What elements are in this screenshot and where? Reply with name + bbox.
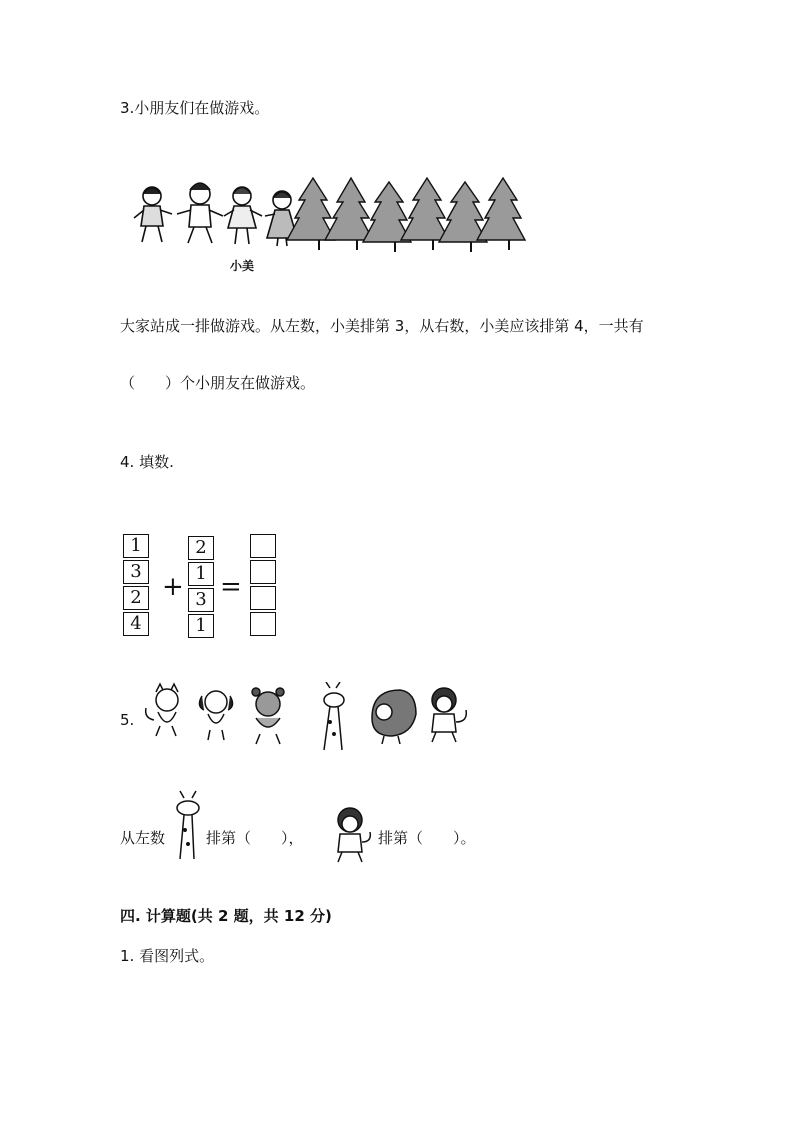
- deer-icon: [324, 682, 344, 750]
- animal-row: [140, 682, 480, 754]
- q4-cell: 2: [123, 586, 149, 610]
- q3-caption: 小美: [230, 259, 255, 273]
- q3-line1: 大家站成一排做游戏。从左数，小美排第 3，从右数，小美应该排第 4，一共有: [120, 317, 644, 335]
- child-icon: [177, 183, 223, 243]
- q5-rank1: 排第（ ），: [206, 829, 304, 847]
- child-icon: [224, 187, 262, 244]
- q4-answer-cell[interactable]: [250, 586, 276, 610]
- bear-icon: [252, 688, 284, 744]
- q4-cell: 1: [188, 614, 214, 638]
- q4-cell: 1: [123, 534, 149, 558]
- q5-rank2: 排第（ ）。: [378, 829, 476, 847]
- q4-cell: 3: [123, 560, 149, 584]
- section-item-1: 1. 看图列式。: [120, 947, 215, 965]
- q4-answer-cell[interactable]: [250, 612, 276, 636]
- dog-icon: [199, 691, 232, 740]
- cat-icon: [146, 684, 178, 736]
- plus-sign: +: [162, 572, 184, 602]
- q4-answer-cell[interactable]: [250, 560, 276, 584]
- hedgehog-icon: [372, 690, 416, 744]
- q4-title: 4. 填数.: [120, 453, 174, 471]
- q4-cell: 2: [188, 536, 214, 560]
- deer-icon: [166, 790, 210, 860]
- q5-number: 5.: [120, 711, 135, 729]
- tree-icon: [287, 178, 525, 242]
- q3-line2: （ ）个小朋友在做游戏。: [120, 374, 316, 392]
- equals-sign: =: [220, 572, 242, 602]
- child-icon: [134, 187, 172, 242]
- q4-cell: 4: [123, 612, 149, 636]
- q3-title: 3.小朋友们在做游戏。: [120, 99, 270, 117]
- children-and-trees-illustration: [130, 168, 534, 274]
- q4-cell: 1: [188, 562, 214, 586]
- monkey-icon: [432, 688, 466, 742]
- q5-from-left: 从左数: [120, 829, 166, 847]
- q4-cell: 3: [188, 588, 214, 612]
- q4-answer-cell[interactable]: [250, 534, 276, 558]
- section-heading: 四. 计算题(共 2 题，共 12 分): [120, 907, 332, 925]
- monkey-icon: [328, 806, 374, 864]
